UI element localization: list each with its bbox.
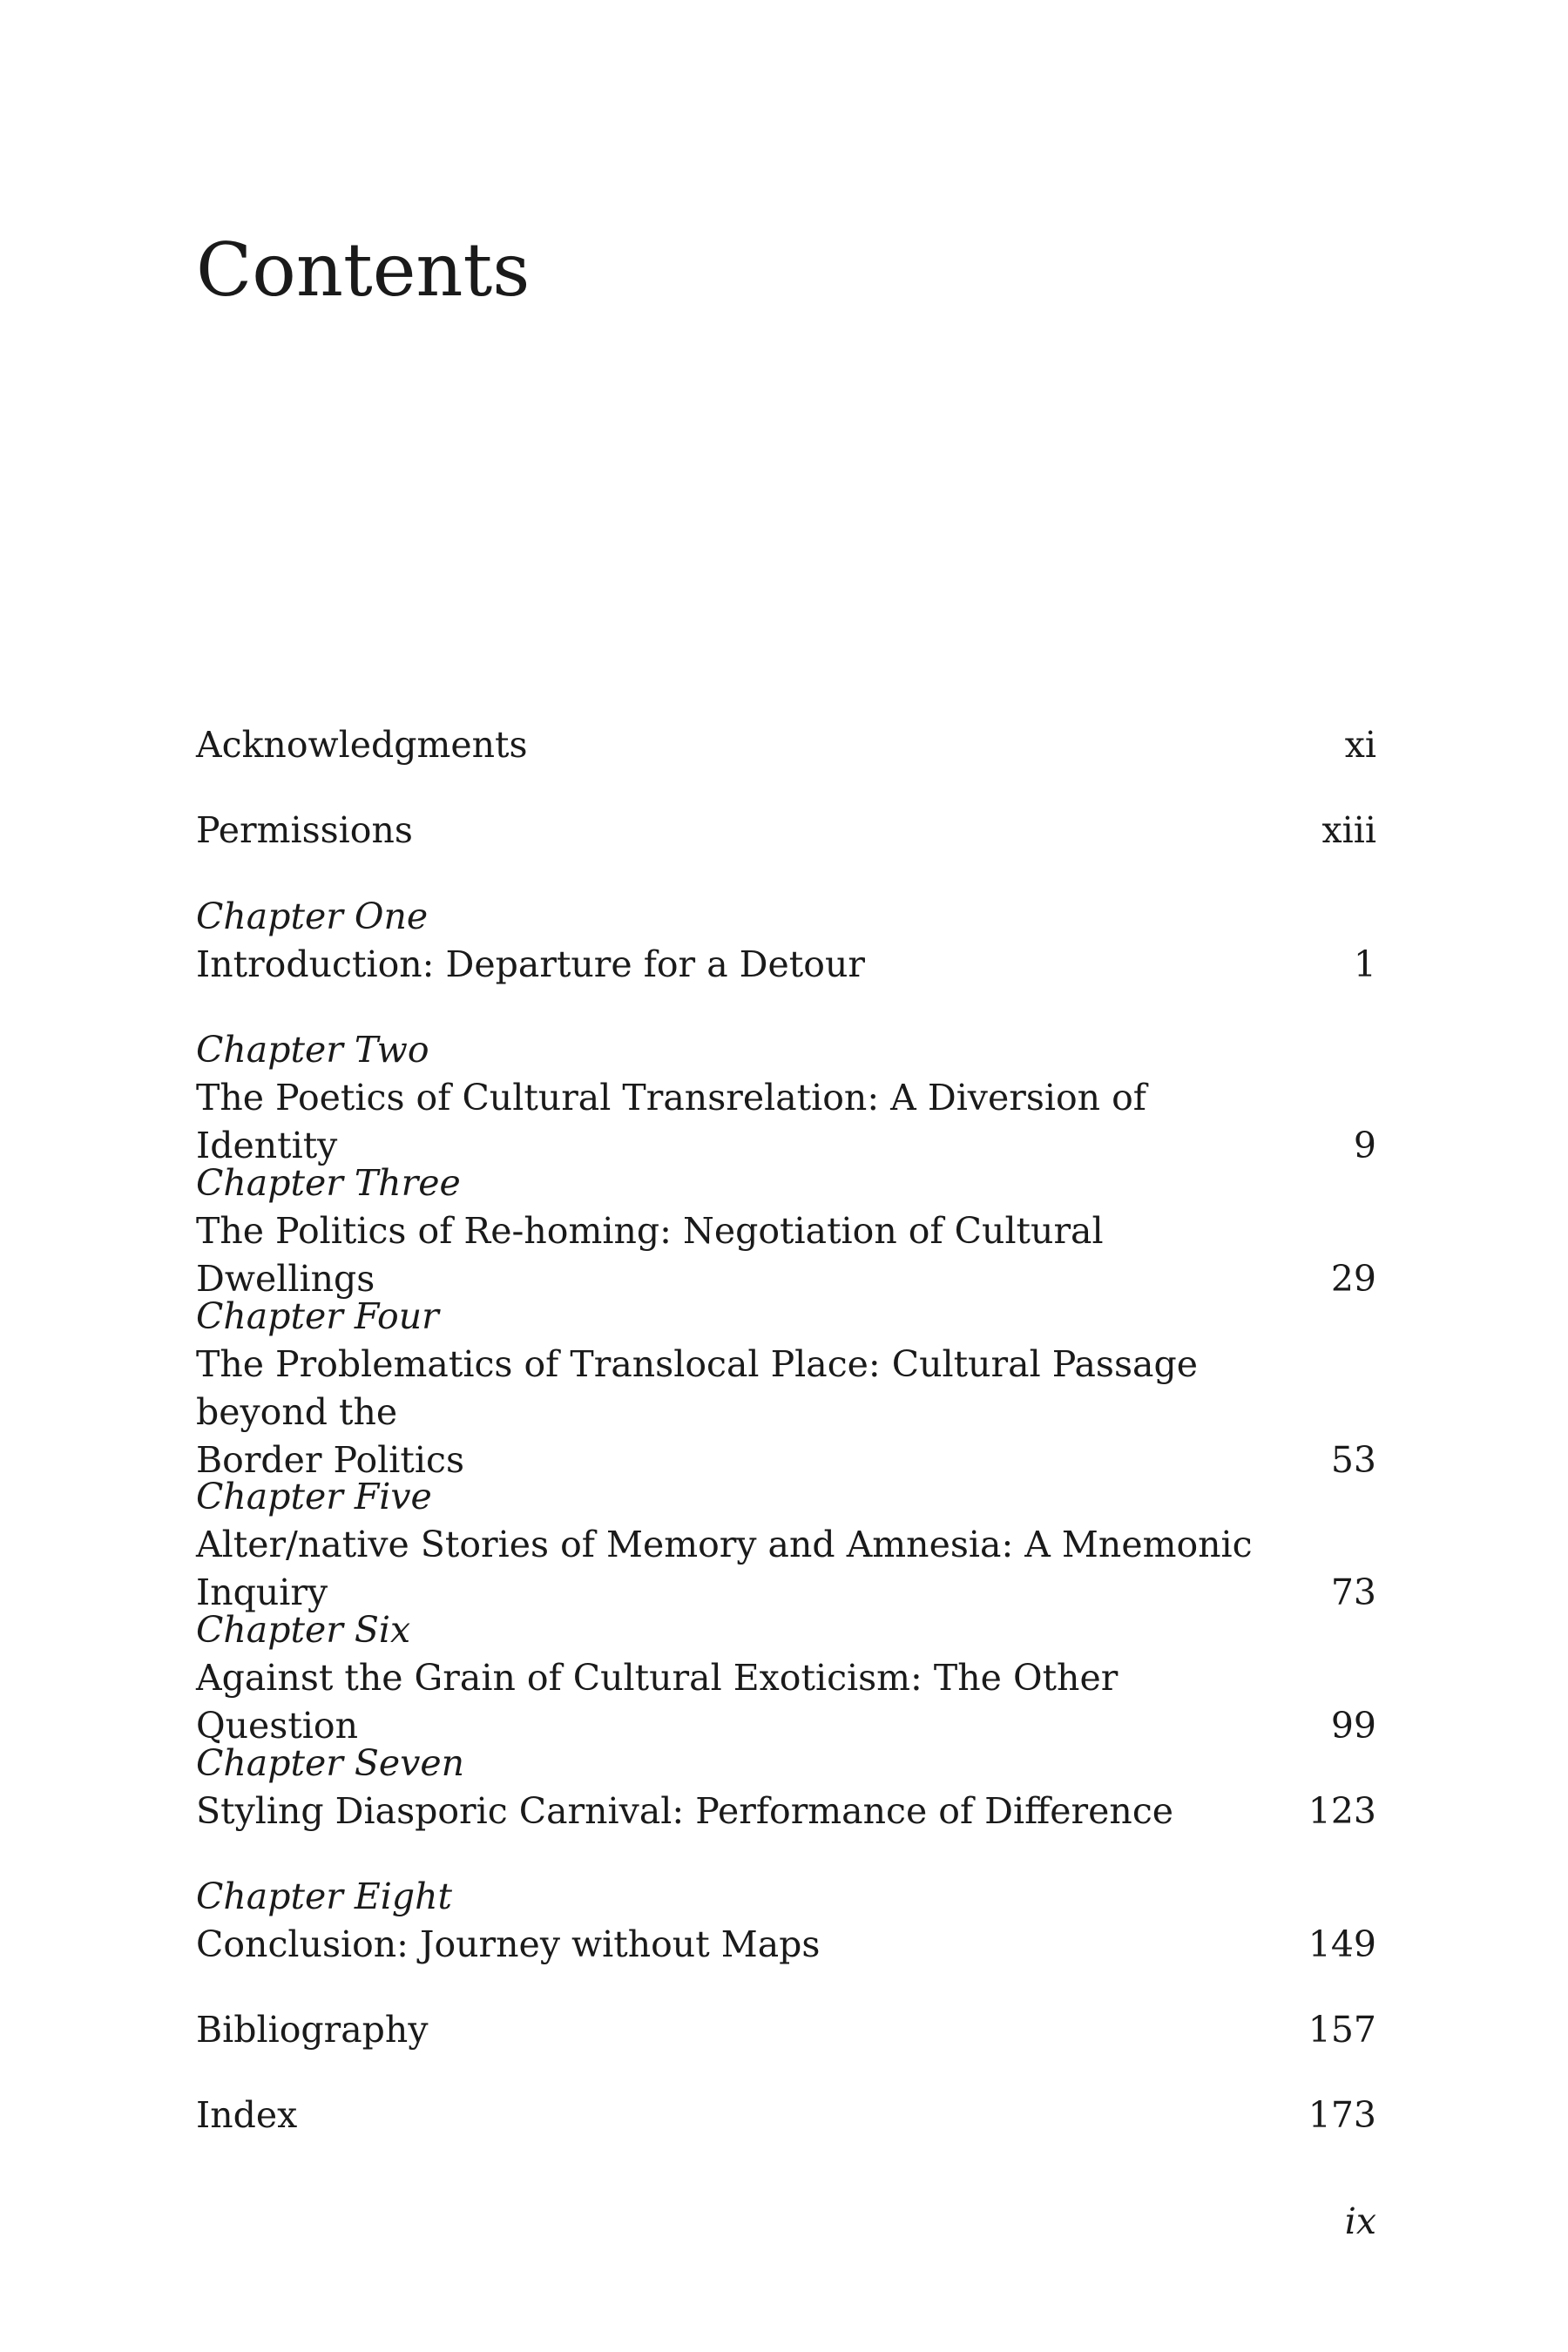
- toc-entry-chapter-four[interactable]: [196, 1293, 1376, 1484]
- chapter-label: Chapter Four: [196, 1295, 439, 1337]
- toc-entry-chapter-two[interactable]: [196, 1026, 1376, 1170]
- entry-page-number: 99: [1330, 1705, 1376, 1747]
- entry-title: Permissions: [196, 809, 413, 851]
- entry-page-number: 123: [1308, 1790, 1376, 1832]
- toc-entry-chapter-three[interactable]: [196, 1159, 1376, 1303]
- chapter-label: Chapter Six: [196, 1609, 411, 1651]
- toc-entry-acknowledgments[interactable]: [196, 721, 1376, 769]
- chapter-label: Chapter Two: [196, 1029, 429, 1071]
- entry-page-number: xi: [1344, 724, 1376, 766]
- entry-title: Against the Grain of Cultural Exoticism: The Other Question: [196, 1657, 1119, 1747]
- entry-title: Bibliography: [196, 2009, 429, 2051]
- chapter-label: Chapter Three: [196, 1162, 461, 1204]
- entry-title: Alter/native Stories of Memory and Amnesia: A Mnemonic Inquiry: [196, 1524, 1253, 1613]
- entry-title-line-1: The Problematics of Translocal Place: Cultural Passage beyond the: [196, 1343, 1198, 1433]
- toc-entry-permissions[interactable]: [196, 807, 1376, 855]
- toc-entry-chapter-seven[interactable]: [196, 1740, 1376, 1835]
- entry-title: Index: [196, 2094, 298, 2136]
- entry-title: Introduction: Departure for a Detour: [196, 943, 865, 985]
- chapter-label: Chapter One: [196, 896, 429, 937]
- toc-entry-bibliography[interactable]: [196, 2006, 1376, 2054]
- toc-entry-chapter-one[interactable]: [196, 893, 1376, 989]
- entry-page-number: 173: [1308, 2094, 1376, 2136]
- entry-page-number: xiii: [1321, 809, 1376, 851]
- chapter-label: Chapter Seven: [196, 1742, 465, 1784]
- entry-title: Styling Diasporic Carnival: Performance of Difference: [196, 1790, 1174, 1832]
- entry-title: The Poetics of Cultural Transrelation: A Diversion of Identity: [196, 1077, 1146, 1166]
- toc-entry-chapter-eight[interactable]: [196, 1873, 1376, 1969]
- entry-page-number: 149: [1308, 1923, 1376, 1965]
- entry-page-number: 29: [1330, 1258, 1376, 1300]
- entry-title-line-2: Border Politics: [196, 1439, 464, 1481]
- entry-page-number: 53: [1330, 1439, 1376, 1481]
- entry-page-number: 1: [1353, 943, 1376, 985]
- entry-title: Acknowledgments: [196, 724, 528, 766]
- entry-page-number: 9: [1353, 1125, 1376, 1166]
- page-title: Contents: [196, 227, 531, 313]
- chapter-label: Chapter Eight: [196, 1876, 453, 1917]
- chapter-label: Chapter Five: [196, 1476, 432, 1517]
- entry-page-number: 157: [1308, 2009, 1376, 2051]
- entry-page-number: 73: [1330, 1571, 1376, 1613]
- toc-entry-index[interactable]: [196, 2092, 1376, 2139]
- page-folio: ix: [1344, 2200, 1376, 2242]
- entry-title: Conclusion: Journey without Maps: [196, 1923, 821, 1965]
- entry-title: The Politics of Re-homing: Negotiation of Cultural Dwellings: [196, 1210, 1104, 1300]
- toc-entry-chapter-six[interactable]: [196, 1606, 1376, 1750]
- toc-entry-chapter-five[interactable]: [196, 1473, 1376, 1617]
